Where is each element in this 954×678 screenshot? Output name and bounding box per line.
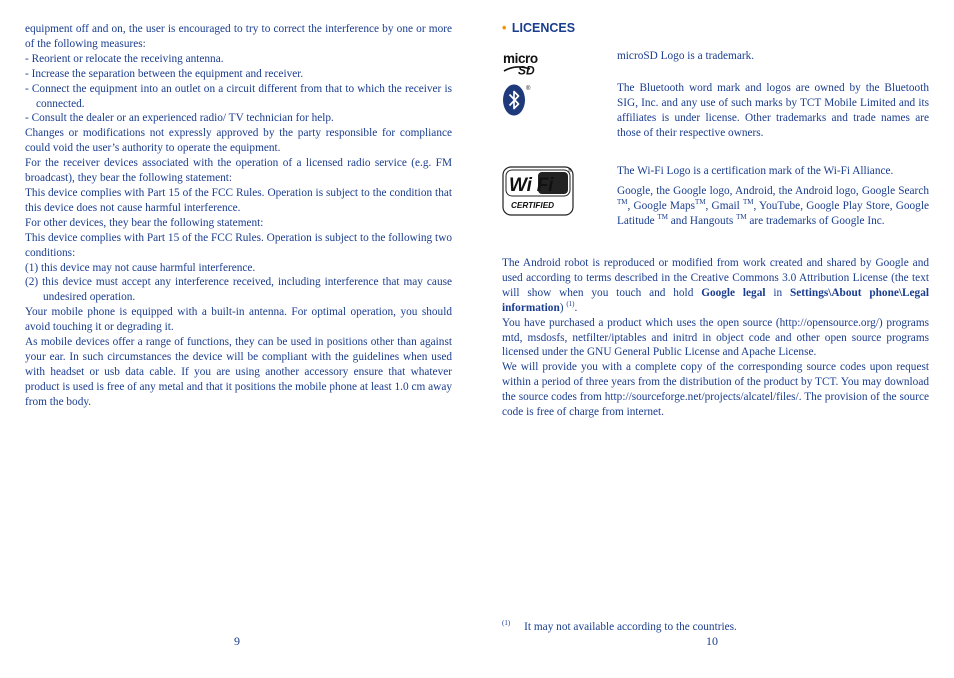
measure-item: - Consult the dealer or an experienced radio/ TV technician for help. [25, 112, 334, 125]
microsd-logo-icon [502, 50, 550, 76]
google-text-part: , YouTube, Google Play Store, Google Latitude [617, 199, 929, 227]
tm-mark: TM [742, 198, 754, 207]
receiver-paragraph: For the receiver devices associated with the operation of a licensed radio service (e.g. FM broadcast), they bear the following statement: [25, 157, 452, 185]
footnote [502, 616, 929, 634]
heading-bullet: • [502, 21, 507, 35]
open-source-paragraph: You have purchased a product which uses the open source (http://opensource.org/) programs mtd, msdosfs, netfilter/iptables and initrd in object code and other open source programs licensed under the GNU General Public License and Apache License. [502, 316, 929, 359]
fcc-statement-2: This device complies with Part 15 of the FCC Rules. Operation is subject to the following two conditions: [25, 231, 452, 259]
android-text-part: The Android robot is reproduced or modified from work created and shared by Google and used according to terms described in the Creative Commons 3.0 Attribution License (the text will show when you touch and hold [502, 257, 929, 299]
bluetooth-trademark-text: The Bluetooth word mark and logos are owned by the Bluetooth SIG, Inc. and any use of such marks by TCT Mobile Limited and its affiliates is under license. Other trademarks and trade names are those of their respective owners. [617, 82, 929, 139]
android-robot-paragraph [502, 256, 929, 316]
tm-mark: TM [736, 213, 747, 222]
microsd-logo-word: micro [503, 51, 538, 66]
changes-paragraph: Changes or modifications not expressly approved by the party responsible for compliance could void the user’s authority to operate the equipment. [25, 127, 452, 155]
interference-intro: equipment off and on, the user is encouraged to try to correct the interference by one or more of the following measures: [25, 23, 452, 50]
antenna-paragraph: Your mobile phone is equipped with a built-in antenna. For optimal operation, you should avoid touching it or degrading it. [25, 306, 452, 334]
android-text-part: ) [559, 301, 567, 314]
page-number: 9 [234, 634, 240, 648]
google-text-part: , Gmail [705, 199, 743, 212]
wifi-trademark-text: The Wi-Fi Logo is a certification mark of the Wi-Fi Alliance. [617, 165, 894, 177]
measure-item: - Reorient or relocate the receiving antenna. [25, 52, 224, 65]
tm-mark: TM [617, 198, 628, 207]
measure-item: - Increase the separation between the equipment and receiver. [25, 67, 304, 80]
footnote-mark: (1) [502, 619, 511, 627]
google-text-part: , Google Maps [627, 199, 696, 212]
condition-item: (1) this device may not cause harmful interference. [25, 261, 256, 274]
right-page [477, 0, 954, 678]
google-text-part: Google, the Google logo, Android, the Android logo, Google Search [617, 185, 929, 197]
fcc-statement-1: This device complies with Part 15 of the FCC Rules. Operation is subject to the condition that this device does not cause harmful interference. [25, 186, 452, 214]
source-codes-paragraph: We will provide you with a complete copy of the corresponding source codes upon request within a period of three years from the distribution of the product by TCT. You may download the source codes from http://sourceforge.net/projects/alcatel/files/. The provision of the source code is free of charge from internet. [502, 361, 929, 419]
mobile-positions-paragraph: As mobile devices offer a range of functions, they can be used in positions other than against your ear. In such circumstances the device will be compliant with the guidelines when used with headset or usb data cable. If you are using another accessory ensure that whatever product is used is free of any metal and that it positions the mobile phone at least 1.0 cm away from the body. [25, 336, 452, 408]
microsd-logo-sd: SD [518, 63, 535, 76]
google-legal-label: Google legal [701, 286, 766, 299]
condition-item: (2) this device must accept any interference received, including interference that may cause undesired operation. [25, 276, 452, 304]
tm-mark: TM [695, 198, 706, 207]
page-number: 10 [706, 634, 718, 648]
footnote-ref: (1) [566, 299, 575, 308]
tm-mark: TM [657, 213, 668, 222]
left-page-text [25, 22, 452, 410]
google-text-part: and Hangouts [667, 214, 737, 227]
footnote-text: It may not available according to the countries. [524, 620, 737, 633]
android-text-part: . [574, 301, 578, 314]
android-text-part: in [765, 286, 790, 299]
wifi-certified-logo-icon [502, 166, 574, 216]
other-devices-paragraph: For other devices, they bear the following statement: [25, 216, 264, 229]
licence-body [502, 256, 929, 420]
google-trademark-text [617, 184, 929, 229]
bluetooth-logo-icon [502, 83, 534, 117]
wifi-logo-certified: CERTIFIED [511, 201, 555, 210]
google-text-part: are trademarks of Google Inc. [746, 214, 885, 227]
legal-info-path: Settings\About phone\Legal information [502, 286, 929, 314]
microsd-trademark-text: microSD Logo is a trademark. [617, 50, 755, 62]
wifi-registered-mark: ® [568, 168, 572, 174]
heading-text: LICENCES [511, 21, 576, 35]
wifi-logo-word: Wi Fi [509, 175, 554, 196]
measure-item: - Connect the equipment into an outlet on a circuit different from that to which the receiver is connected. [25, 82, 452, 110]
registered-mark: ® [526, 86, 531, 92]
licences-heading [502, 21, 575, 35]
